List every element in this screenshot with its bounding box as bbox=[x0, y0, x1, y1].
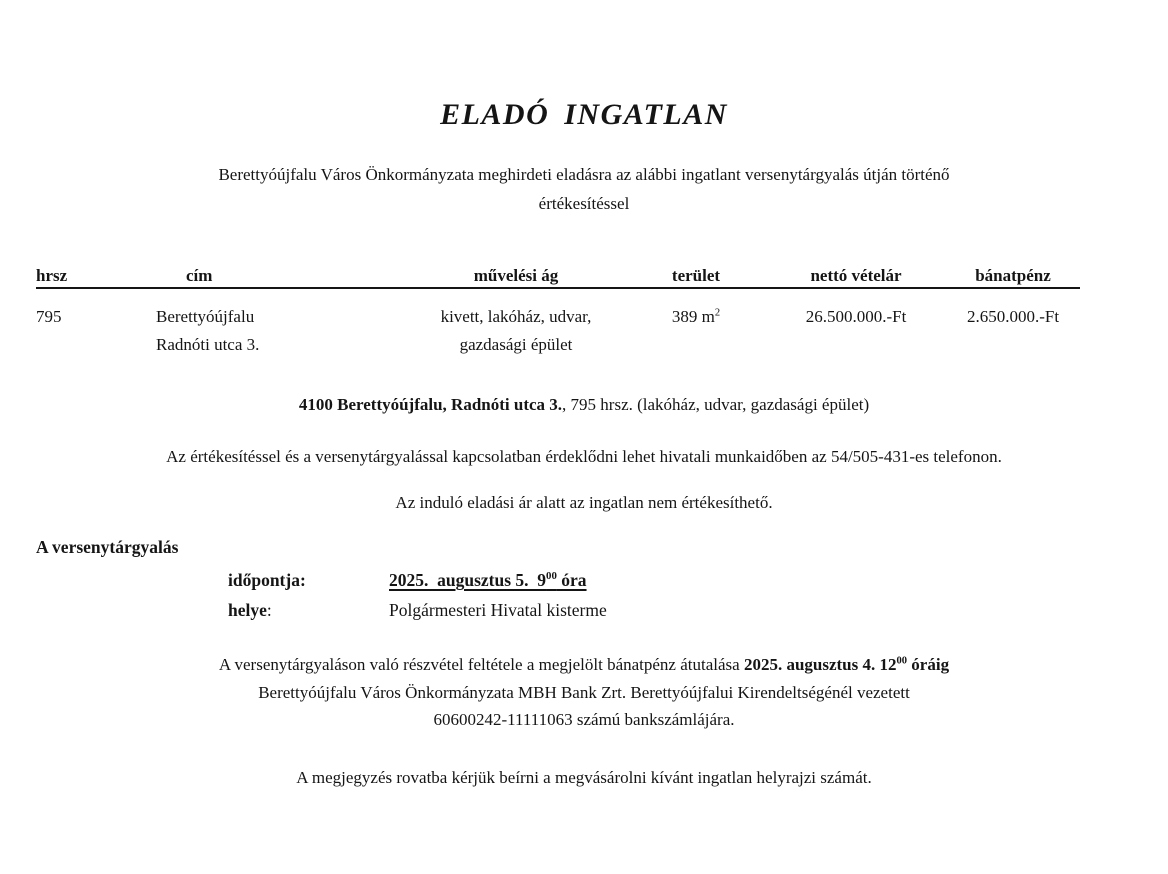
cell-hrsz: 795 bbox=[36, 307, 62, 326]
payment-paragraph bbox=[0, 651, 1168, 734]
cell-muvelesi-ag bbox=[406, 303, 626, 359]
address-bold-part: 4100 Berettyóújfalu, Radnóti utca 3. bbox=[298, 395, 563, 414]
property-address-line bbox=[0, 395, 1168, 415]
auction-schedule bbox=[228, 566, 1168, 625]
auction-place-row bbox=[228, 596, 1168, 626]
payment-line-3: 60600242-11111063 számú bankszámlájára. bbox=[433, 710, 735, 729]
auction-time-label: időpontja: bbox=[228, 570, 306, 590]
auction-section-heading: A versenytárgyalás bbox=[36, 537, 179, 557]
minimum-price-paragraph: Az induló eladási ár alatt az ingatlan nem értékesíthető. bbox=[395, 493, 773, 512]
payment-deadline-end: óráig bbox=[907, 655, 950, 674]
area-superscript: 2 bbox=[714, 307, 721, 319]
payment-deadline bbox=[744, 655, 949, 674]
cell-cim-line-1: Berettyóújfalu bbox=[156, 307, 255, 326]
payment-line-1-regular: A versenytárgyaláson való részvétel feltétele a megjelölt bánatpénz átutalása bbox=[218, 655, 744, 674]
address-regular-part: , 795 hrsz. (lakóház, udvar, gazdasági épület) bbox=[562, 395, 870, 414]
remark-note: A megjegyzés rovatba kérjük beírni a megvásárolni kívánt ingatlan helyrajzi számát. bbox=[296, 767, 872, 787]
cell-muvelesi-ag-line-2: gazdasági épület bbox=[459, 335, 573, 354]
payment-line-1 bbox=[0, 651, 1168, 679]
auction-time-superscript: 00 bbox=[546, 570, 557, 583]
cell-cim bbox=[146, 303, 406, 359]
column-header-terulet: terület bbox=[671, 266, 721, 285]
cell-muvelesi-ag-line-1: kivett, lakóház, udvar, bbox=[440, 307, 592, 326]
property-table bbox=[36, 266, 1080, 359]
contact-paragraph: Az értékesítéssel és a versenytárgyalással kapcsolatban érdeklődni lehet hivatali munkaidőben az 54/505-431-es telefonon. bbox=[166, 447, 1002, 466]
column-header-muvelesi-ag: művelési ág bbox=[473, 266, 559, 285]
column-header-cim: cím bbox=[186, 266, 213, 285]
cell-banatpenz: 2.650.000.-Ft bbox=[966, 307, 1060, 326]
cell-terulet bbox=[626, 303, 766, 359]
auction-time-value-end: óra bbox=[556, 570, 587, 590]
document-subtitle bbox=[0, 160, 1168, 218]
column-header-netto-vetelar: nettó vételár bbox=[810, 266, 902, 285]
table-header-row bbox=[36, 266, 1080, 289]
subtitle-line-2: értékesítéssel bbox=[538, 194, 630, 213]
auction-place-label bbox=[228, 596, 389, 626]
subtitle-line-1: Berettyóújfalu Város Önkormányzata meghirdeti eladásra az alábbi ingatlant versenytárgyalás útján történő bbox=[218, 165, 950, 184]
auction-place-value: Polgármesteri Hivatal kisterme bbox=[389, 599, 607, 620]
payment-line-2: Berettyóújfalu Város Önkormányzata MBH Bank Zrt. Berettyóújfalui Kirendeltségénél vezetett bbox=[258, 682, 910, 702]
payment-deadline-superscript: 00 bbox=[896, 655, 908, 667]
cell-netto-vetelar: 26.500.000.-Ft bbox=[805, 307, 907, 326]
payment-deadline-main: 2025. augusztus 4. 12 bbox=[743, 655, 897, 674]
auction-time-row bbox=[228, 566, 1168, 596]
area-value: 389 m bbox=[671, 307, 715, 326]
auction-time-value bbox=[389, 570, 587, 590]
cell-cim-line-2: Radnóti utca 3. bbox=[156, 335, 260, 354]
auction-time-value-main: 2025. augusztus 5. 9 bbox=[389, 570, 547, 590]
auction-place-label-text: helye bbox=[228, 599, 267, 620]
page-title: ELADÓ INGATLAN bbox=[440, 98, 728, 131]
auction-place-colon: : bbox=[266, 599, 272, 620]
column-header-banatpenz: bánatpénz bbox=[975, 266, 1051, 285]
column-header-hrsz: hrsz bbox=[36, 266, 68, 285]
table-row bbox=[36, 289, 1080, 359]
